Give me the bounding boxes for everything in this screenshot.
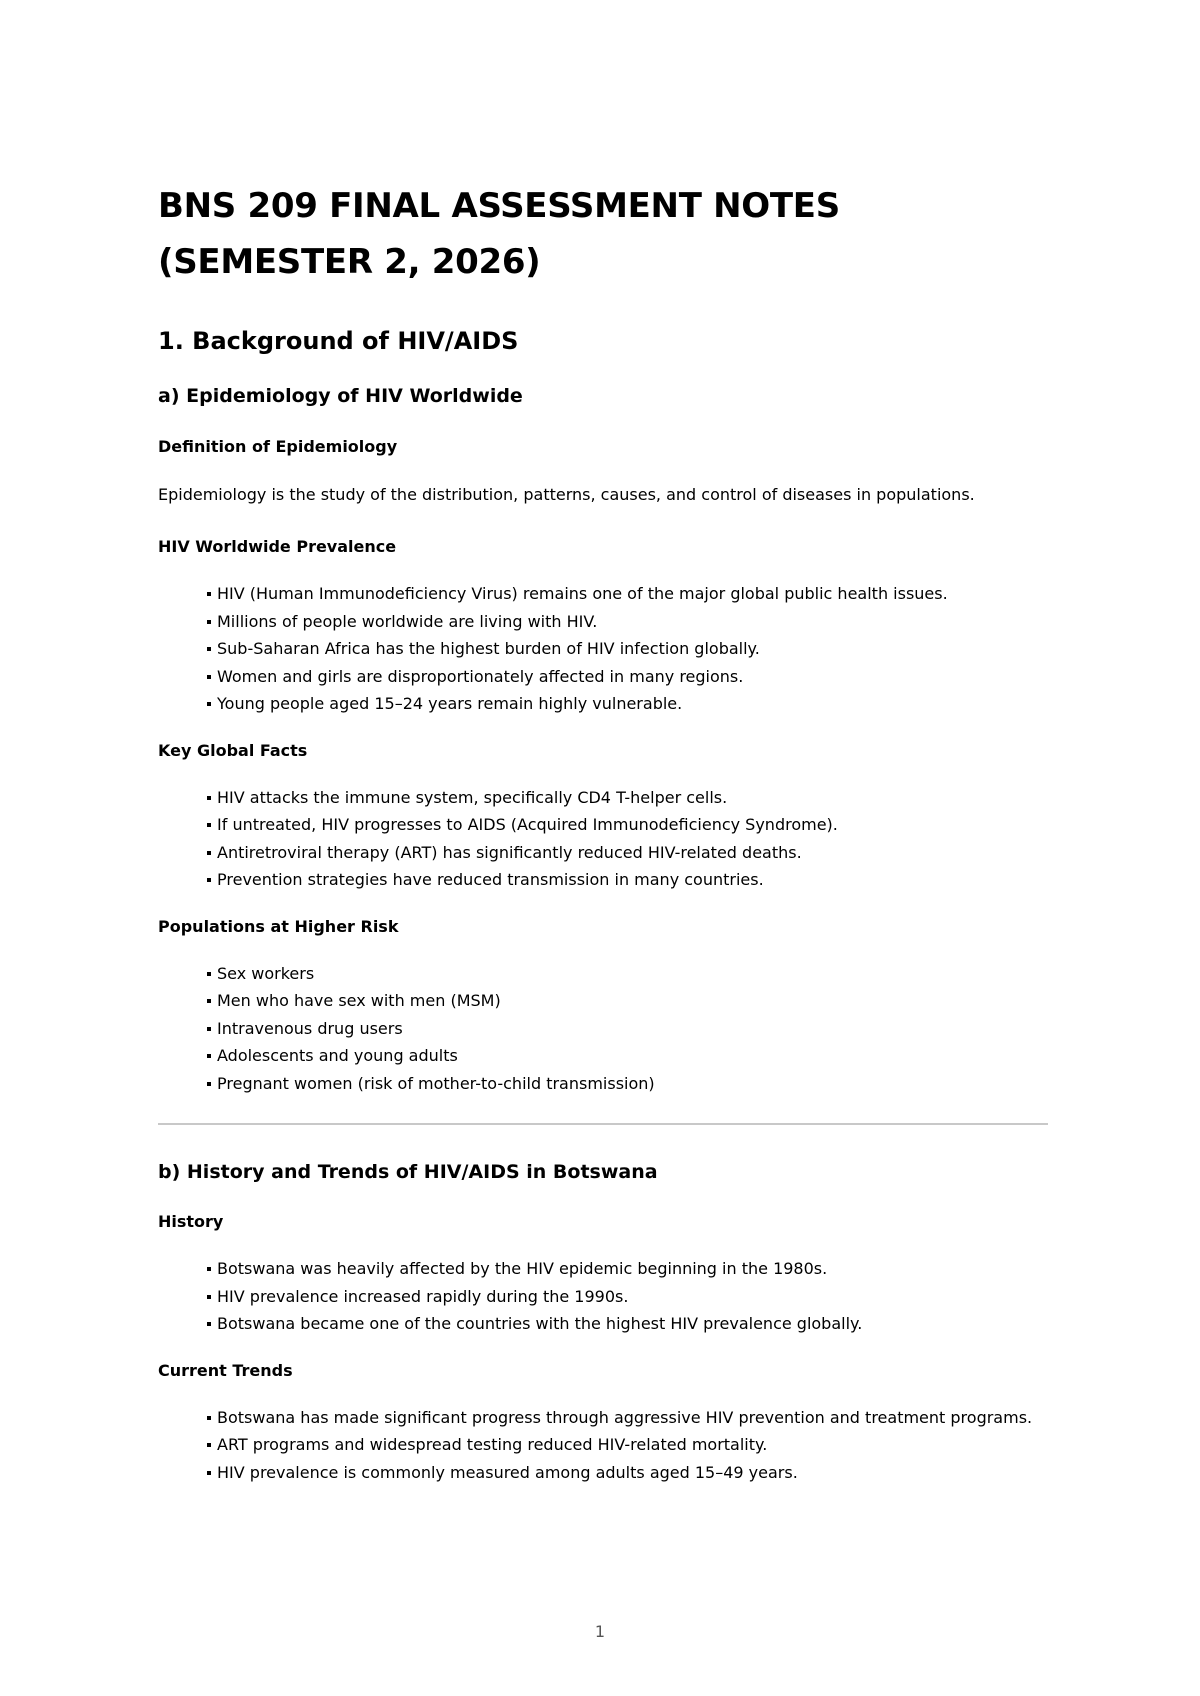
list-item: Sub-Saharan Africa has the highest burden of HIV infection globally. (217, 635, 1048, 663)
page-number: 1 (594, 1622, 606, 1641)
prevalence-list (158, 580, 1048, 718)
list-item: If untreated, HIV progresses to AIDS (Acquired Immunodeficiency Syndrome). (217, 811, 1048, 839)
section-divider (158, 1123, 1048, 1125)
key-facts-list (158, 784, 1048, 894)
trends-heading: Current Trends (158, 1360, 293, 1380)
key-facts-heading: Key Global Facts (158, 740, 308, 760)
list-item: Young people aged 15–24 years remain highly vulnerable. (217, 690, 1048, 718)
history-list (158, 1255, 1048, 1338)
risk-heading: Populations at Higher Risk (158, 916, 399, 936)
list-item: HIV (Human Immunodeficiency Virus) remains one of the major global public health issues. (217, 580, 1048, 608)
list-item: Sex workers (217, 960, 1048, 988)
subsection-heading-botswana: b) History and Trends of HIV/AIDS in Botswana (158, 1161, 658, 1183)
list-item: Pregnant women (risk of mother-to-child transmission) (217, 1070, 1048, 1098)
list-item: Adolescents and young adults (217, 1042, 1048, 1070)
subsection-heading-epidemiology: a) Epidemiology of HIV Worldwide (158, 385, 523, 407)
list-item: Antiretroviral therapy (ART) has significantly reduced HIV-related deaths. (217, 839, 1048, 867)
history-heading: History (158, 1212, 224, 1231)
trends-list (158, 1404, 1048, 1487)
definition-text: Epidemiology is the study of the distribution, patterns, causes, and control of diseases in populations. (158, 485, 975, 504)
list-item: Botswana became one of the countries with the highest HIV prevalence globally. (217, 1310, 1048, 1338)
list-item: Botswana has made significant progress through aggressive HIV prevention and treatment programs. (217, 1404, 1048, 1432)
list-item: Botswana was heavily affected by the HIV epidemic beginning in the 1980s. (217, 1255, 1048, 1283)
list-item: Millions of people worldwide are living with HIV. (217, 608, 1048, 636)
list-item: Men who have sex with men (MSM) (217, 987, 1048, 1015)
list-item: HIV attacks the immune system, specifically CD4 T-helper cells. (217, 784, 1048, 812)
document-page (158, 178, 1048, 1486)
list-item: Prevention strategies have reduced transmission in many countries. (217, 866, 1048, 894)
section-heading-background: 1. Background of HIV/AIDS (158, 327, 519, 355)
list-item: Intravenous drug users (217, 1015, 1048, 1043)
list-item: Women and girls are disproportionately affected in many regions. (217, 663, 1048, 691)
prevalence-heading: HIV Worldwide Prevalence (158, 537, 397, 556)
list-item: ART programs and widespread testing reduced HIV-related mortality. (217, 1431, 1048, 1459)
risk-list (158, 960, 1048, 1098)
list-item: HIV prevalence increased rapidly during the 1990s. (217, 1283, 1048, 1311)
definition-heading: Definition of Epidemiology (158, 437, 398, 456)
document-title: BNS 209 FINAL ASSESSMENT NOTES (SEMESTER 2, 2026) (158, 186, 840, 282)
list-item: HIV prevalence is commonly measured among adults aged 15–49 years. (217, 1459, 1048, 1487)
